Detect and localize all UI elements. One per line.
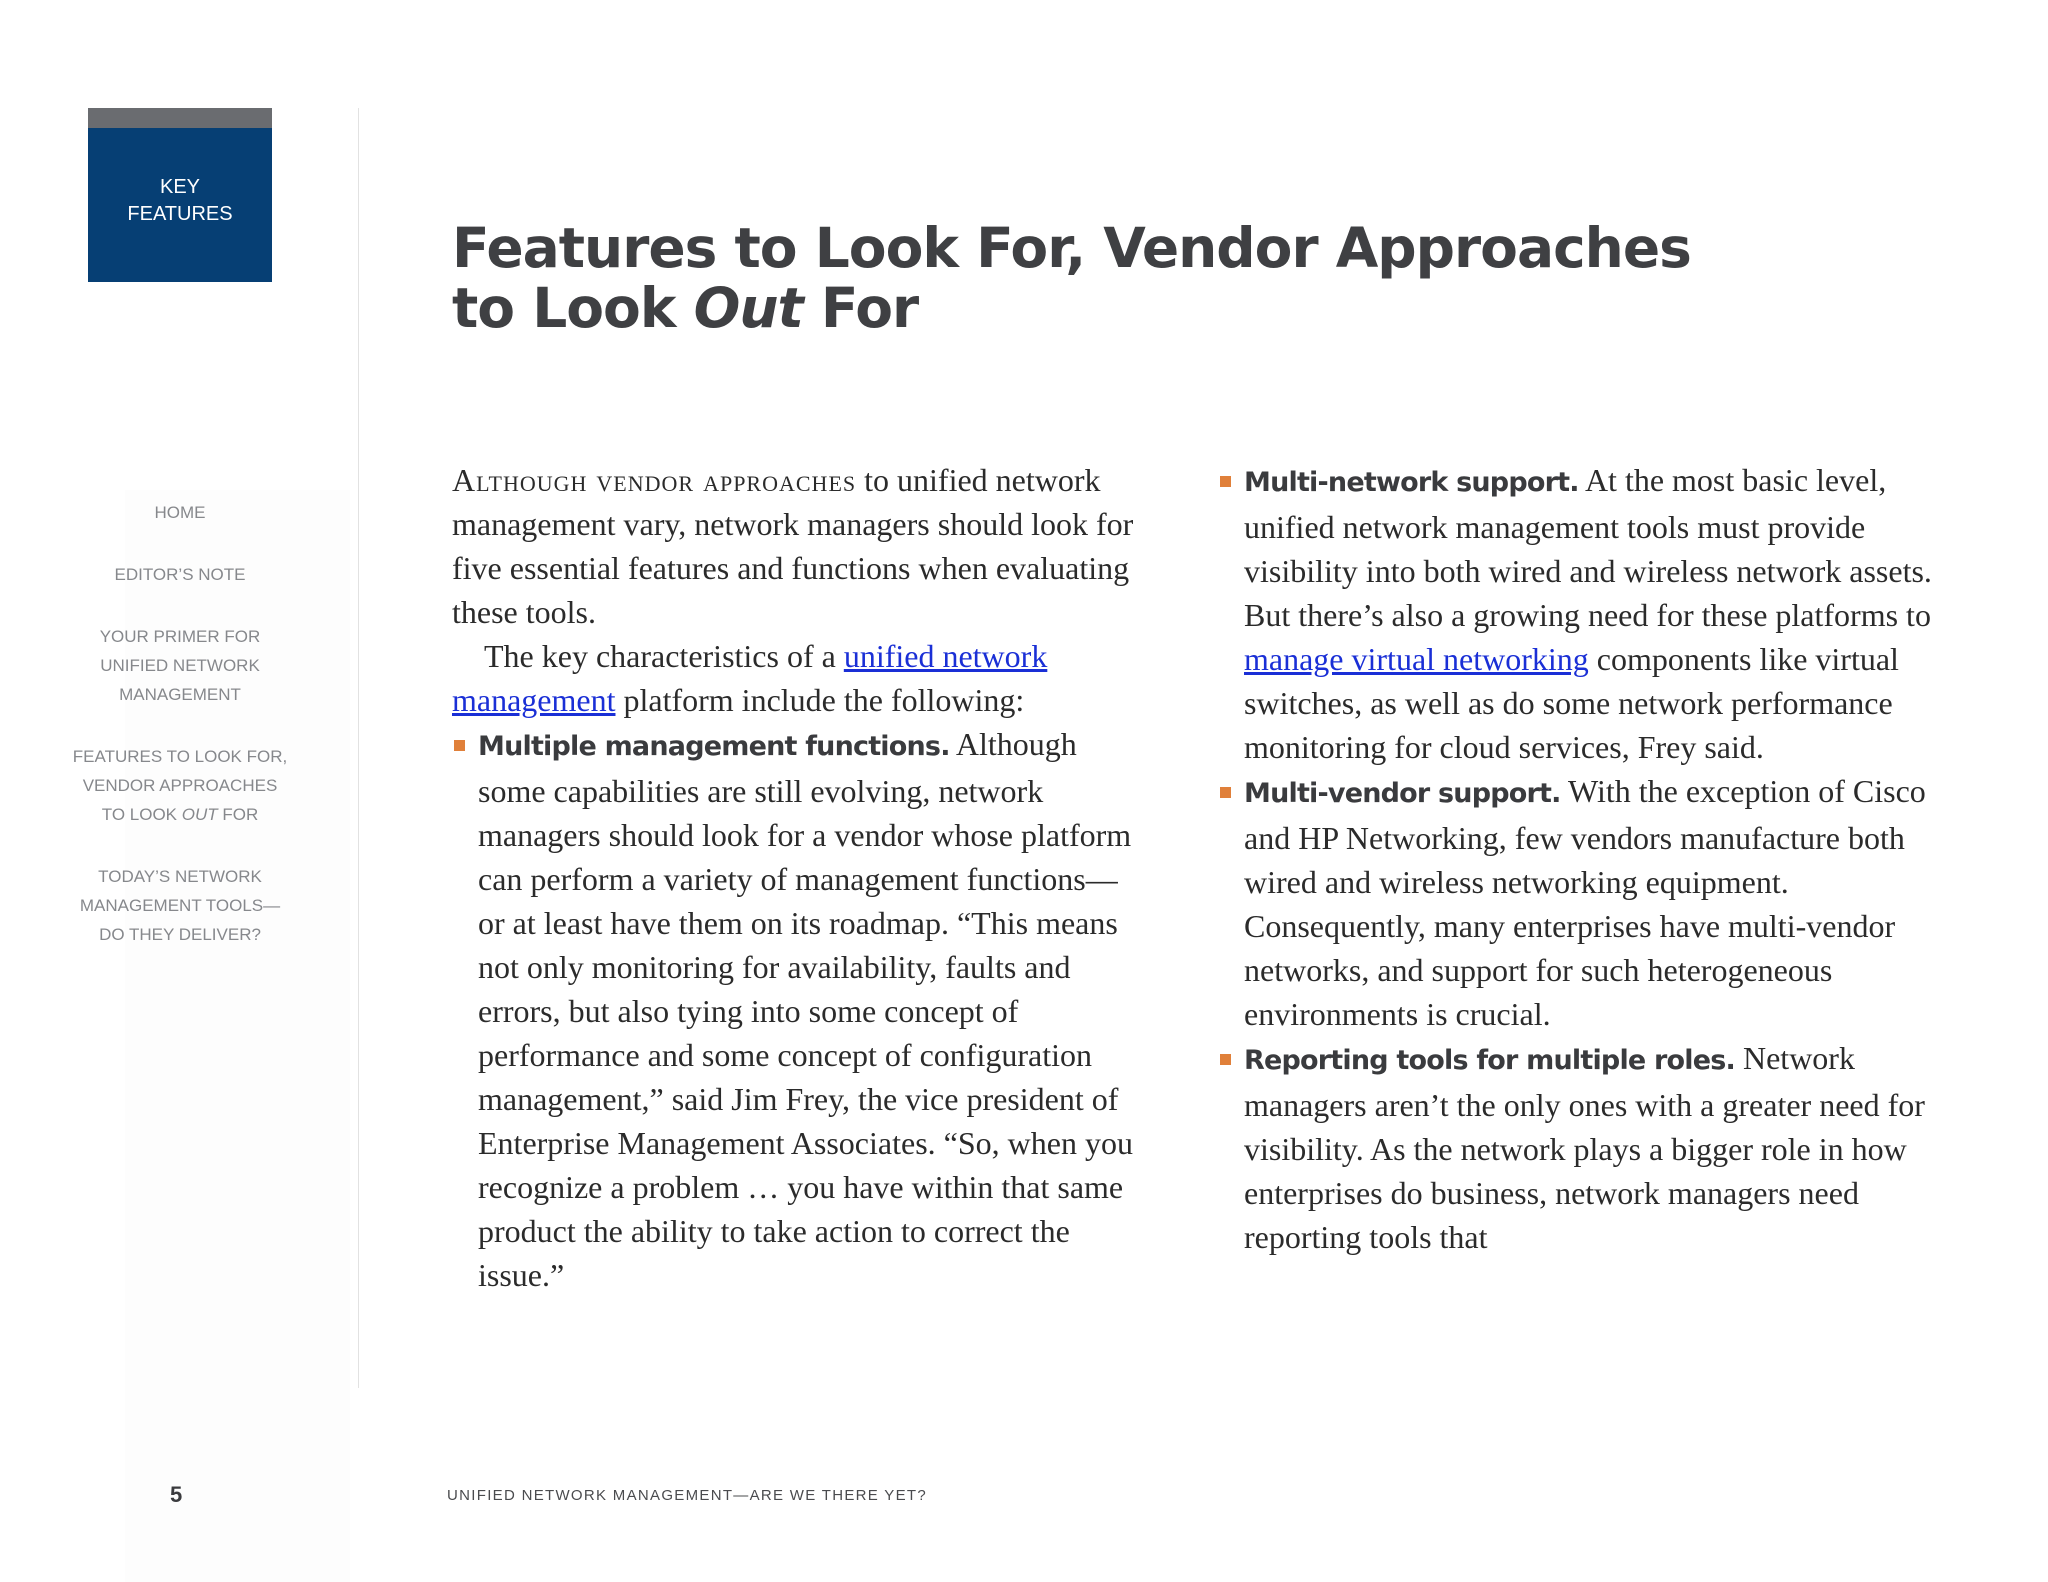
nav-item-home[interactable]: HOME — [154, 503, 206, 522]
sidebar-divider — [358, 108, 359, 1388]
section-tab-label: KEY FEATURES — [127, 176, 233, 225]
title-emphasis: Out — [693, 276, 803, 340]
manage-virtual-networking-link[interactable]: manage virtual networking — [1244, 641, 1589, 677]
right-column — [1218, 458, 1938, 1259]
bullet-square-icon — [1220, 476, 1231, 487]
nav-item-features-emphasis: OUT — [181, 805, 218, 824]
intro-text: to unified network management vary, network managers should look for five essential features and functions when evaluating these tools. — [452, 462, 1134, 630]
bullet-heading: Reporting tools for multiple roles. — [1244, 1045, 1735, 1076]
bullet-square-icon — [1220, 787, 1231, 798]
nav-item-features-text: FEATURES TO LOOK FOR, VENDOR APPROACHES TO LOOK — [72, 747, 288, 824]
nav-item-primer[interactable]: YOUR PRIMER FOR UNIFIED NETWORK MANAGEMENT — [99, 627, 261, 704]
bullet-square-icon — [1220, 1054, 1231, 1065]
lead-in-caps: Although vendor approaches — [452, 462, 857, 498]
nav-item-todays-tools[interactable]: TODAY’S NETWORK MANAGEMENT TOOLS— DO THEY DELIVER? — [79, 867, 281, 944]
bullet-multiple-management-functions — [452, 722, 1142, 1297]
bullet-multi-network-support — [1218, 458, 1938, 769]
title-line-2-end: For — [802, 276, 919, 340]
bullet-reporting-tools — [1218, 1036, 1938, 1259]
page-title — [452, 218, 1691, 338]
bullet-heading: Multiple management functions. — [478, 731, 950, 762]
characteristics-paragraph — [452, 634, 1142, 722]
nav-item-features[interactable] — [50, 742, 310, 829]
title-line-2-start: to Look — [452, 276, 694, 340]
intro-paragraph — [452, 458, 1142, 634]
bullet-text: At the most basic level, unified network management tools must provide visibility into both wired and wireless network assets. But there’s also a growing need for these platforms to — [1244, 462, 1932, 633]
left-column — [452, 458, 1142, 1297]
bullet-text: With the exception of Cisco and HP Networking, few vendors manufacture both wired and wireless networking equipment. Consequently, many enterprises have multi-vendor networks, and support for such heterogeneous environments is crucial. — [1244, 773, 1926, 1032]
bullet-multi-vendor-support — [1218, 769, 1938, 1036]
bullet-heading: Multi-network support. — [1244, 467, 1579, 498]
page-number: 5 — [170, 1482, 183, 1507]
bullet-text-end: components like virtual switches, as well as do some network performance monitoring for cloud services, Frey said. — [1244, 641, 1899, 765]
bullet-text: Although some capabilities are still evolving, network managers should look for a vendor whose platform can perform a variety of management functions—or at least have them on its roadmap. “This means not only monitoring for availability, faults and errors, but also tying into some concept of performance and some concept of configuration management,” said Jim Frey, the vice president of Enterprise Management Associates. “So, when you recognize a problem … you have within that same product the ability to take action to correct the issue.” — [478, 726, 1133, 1293]
bullet-heading: Multi-vendor support. — [1244, 778, 1561, 809]
bullet-text: Network managers aren’t the only ones with a greater need for visibility. As the network plays a bigger role in how enterprises do business, network managers need reporting tools that — [1244, 1040, 1925, 1255]
tab-top-bar — [88, 108, 272, 128]
nav-item-editors-note[interactable]: EDITOR’S NOTE — [114, 565, 246, 584]
characteristics-text: The key characteristics of a — [484, 638, 844, 674]
title-line-1: Features to Look For, Vendor Approaches — [452, 216, 1691, 280]
footer-title: UNIFIED NETWORK MANAGEMENT—ARE WE THERE YET? — [447, 1487, 928, 1504]
bullet-square-icon — [454, 740, 465, 751]
section-tab-key-features[interactable] — [88, 108, 272, 282]
characteristics-text-end: platform include the following: — [615, 682, 1025, 718]
unified-network-management-link[interactable]: unified network management — [452, 638, 1048, 718]
nav-item-features-text-end: FOR — [217, 805, 259, 824]
